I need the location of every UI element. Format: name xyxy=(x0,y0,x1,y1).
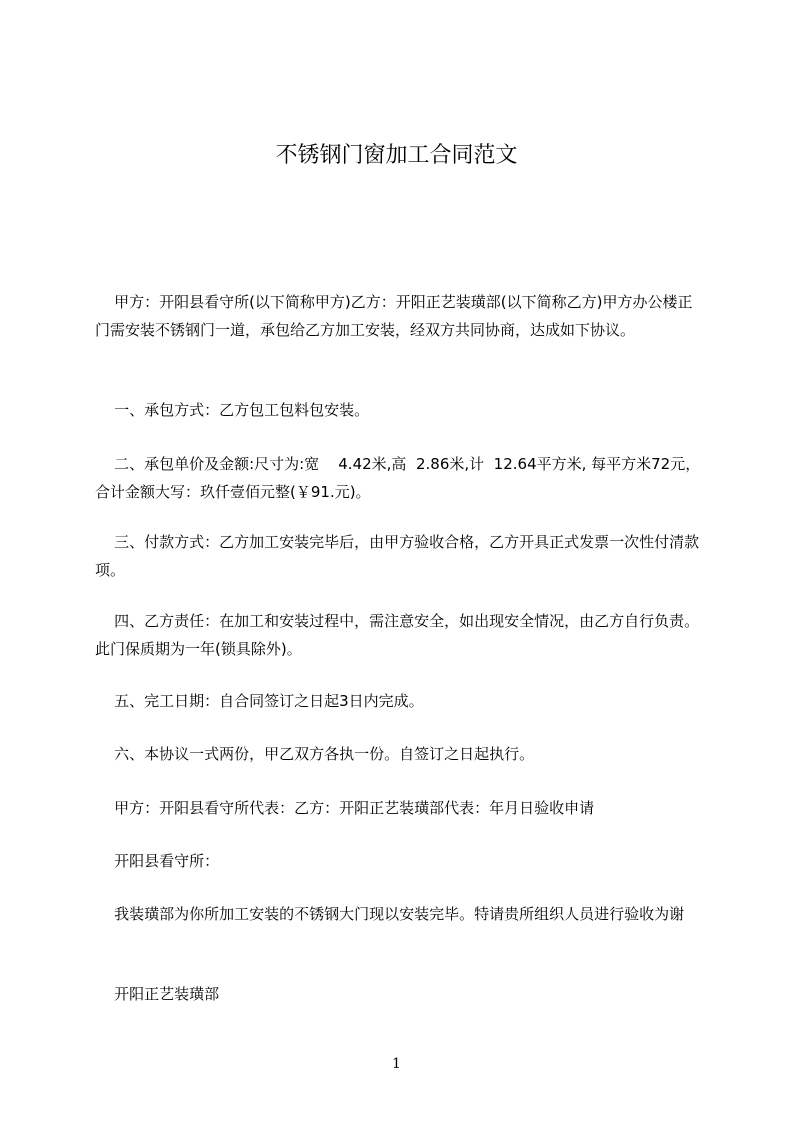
paragraph-clause-1: 一、承包方式：乙方包工包料包安装。 xyxy=(95,401,370,419)
paragraph-clause-5: 五、完工日期：自合同签订之日起3日内完成。 xyxy=(95,692,424,710)
paragraph-clause-6: 六、本协议一式两份，甲乙双方各执一份。自签订之日起执行。 xyxy=(95,745,535,763)
paragraph-clause-2: 二、承包单价及金额:尺寸为:宽 4.42米,高 2.86米,计 12.64平方米, 每平方米72元，合计金额大写：玖仟壹佰元整(￥91.元)。 xyxy=(95,455,701,501)
paragraph-sender: 开阳正艺装璜部 xyxy=(95,985,220,1003)
page-number: 1 xyxy=(392,1056,401,1072)
paragraph-addressee: 开阳县看守所： xyxy=(95,852,220,870)
paragraph-parties: 甲方：开阳县看守所(以下简称甲方)乙方：开阳正艺装璜部(以下简称乙方)甲方办公楼正门需安装不锈钢门一道，承包给乙方加工安装，经双方共同协商，达成如下协议。 xyxy=(95,293,693,339)
paragraph-clause-3: 三、付款方式：乙方加工安装完毕后，由甲方验收合格，乙方开具正式发票一次性付清款项。 xyxy=(95,533,700,579)
paragraph-request: 我装璜部为你所加工安装的不锈钢大门现以安装完毕。特请贵所组织人员进行验收为谢 xyxy=(95,905,685,923)
paragraph-signatures: 甲方：开阳县看守所代表：乙方：开阳正艺装璜部代表：年月日验收申请 xyxy=(95,799,595,817)
paragraph-clause-4: 四、乙方责任：在加工和安装过程中，需注意安全，如出现安全情况，由乙方自行负责。此门保质期为一年(锁具除外)。 xyxy=(95,612,700,658)
document-title: 不锈钢门窗加工合同范文 xyxy=(275,143,518,168)
